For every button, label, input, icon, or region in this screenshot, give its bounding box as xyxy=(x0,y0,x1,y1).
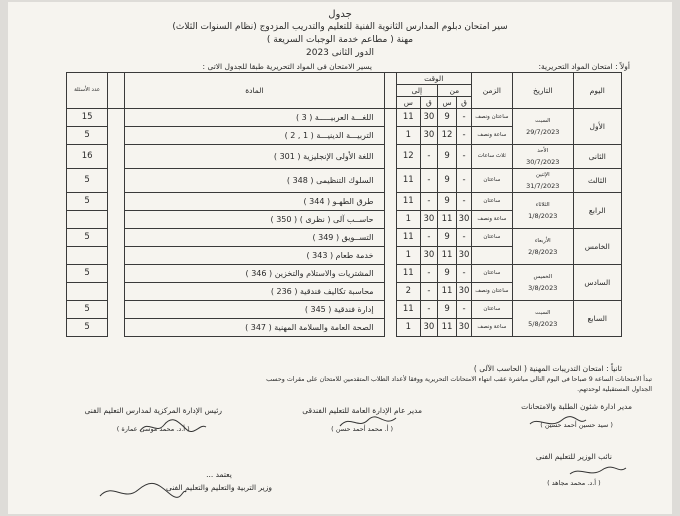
header-to-minute: ق xyxy=(420,97,437,109)
spacer-cell xyxy=(384,229,396,247)
question-count-cell xyxy=(67,211,108,229)
schedule-note: يسير الامتحان فى المواد التحريرية طبقا للجدول الاتى : xyxy=(202,62,372,71)
header-to: إلى xyxy=(396,85,437,97)
date-cell xyxy=(512,193,573,229)
subject-cell: السلوك التنظيمى ( 348 ) xyxy=(125,169,384,193)
duration-cell: ساعة ونصف xyxy=(471,319,512,337)
spacer-cell xyxy=(384,169,396,193)
spacer-cell xyxy=(108,169,125,193)
spacer-cell xyxy=(108,145,125,169)
header-from-minute: ق xyxy=(457,97,472,109)
day-cell: السادس xyxy=(573,265,621,301)
day-cell: الخامس xyxy=(573,229,621,265)
to-minute-cell: - xyxy=(420,145,437,169)
spacer-cell xyxy=(108,229,125,247)
weekday-label: الأربعاء xyxy=(534,237,551,244)
from-hour-cell: 11 xyxy=(437,319,456,337)
date-cell xyxy=(512,229,573,265)
to-minute-cell: 30 xyxy=(420,211,437,229)
spacer-cell xyxy=(108,265,125,283)
duration-cell: ساعة ونصف xyxy=(471,127,512,145)
to-hour-cell: 11 xyxy=(396,229,420,247)
signature-name: ( أ.د. محمد مجاهد ) xyxy=(547,479,601,487)
from-minute-cell: - xyxy=(457,169,472,193)
question-count-cell: 5 xyxy=(67,265,108,283)
from-minute-cell: - xyxy=(457,229,472,247)
header-students: عدد الأسئلة xyxy=(67,73,108,109)
question-count-cell xyxy=(67,247,108,265)
question-count-cell: 5 xyxy=(67,127,108,145)
date-cell xyxy=(512,109,573,145)
spacer-cell xyxy=(108,127,125,145)
from-minute-cell: - xyxy=(457,301,472,319)
spacer-cell xyxy=(108,283,125,301)
spacer-cell xyxy=(384,247,396,265)
spacer-cell xyxy=(108,193,125,211)
signature-name: ( أ.د. محمد موسى عمارة ) xyxy=(116,425,190,433)
question-count-cell: 5 xyxy=(67,229,108,247)
spacer-cell xyxy=(384,211,396,229)
from-hour-cell: 9 xyxy=(437,145,456,169)
from-hour-cell: 9 xyxy=(437,265,456,283)
weekday-label: الإثنين xyxy=(535,171,550,178)
table-row xyxy=(67,145,622,169)
from-hour-cell: 11 xyxy=(437,211,456,229)
spacer-cell xyxy=(108,211,125,229)
header-duration: الزمن xyxy=(471,73,512,109)
duration-cell: ساعتان xyxy=(471,193,512,211)
table-row xyxy=(67,193,622,211)
header-to-hour: س xyxy=(396,97,420,109)
signature-name: ( أ. محمد أحمد حسن ) xyxy=(331,425,394,433)
spacer-cell xyxy=(384,301,396,319)
to-hour-cell: 11 xyxy=(396,193,420,211)
from-minute-cell: - xyxy=(457,127,472,145)
header-line-2: سير امتحان دبلوم المدارس الثانوية الفنية للتعليم والتدريب المزدوج (نظام السنوات الثلاث) xyxy=(172,22,508,32)
from-minute-cell: 30 xyxy=(457,283,472,301)
signature-scribble xyxy=(98,480,188,504)
signature-scribble xyxy=(338,414,398,432)
document-page xyxy=(8,2,672,514)
from-hour-cell: 11 xyxy=(437,247,456,265)
signature-scribble xyxy=(528,414,588,432)
to-minute-cell: 30 xyxy=(420,127,437,145)
spacer-cell xyxy=(384,109,396,127)
to-minute-cell: - xyxy=(420,301,437,319)
weekday-label: الثلاثاء xyxy=(535,201,550,208)
subject-cell: التســويق ( 349 ) xyxy=(125,229,384,247)
header-subject: المادة xyxy=(125,73,384,109)
question-count-cell: 5 xyxy=(67,301,108,319)
duration-cell: ساعتان xyxy=(471,265,512,283)
duration-cell: ساعة ونصف xyxy=(471,211,512,229)
to-minute-cell: - xyxy=(420,169,437,193)
table-row xyxy=(67,169,622,193)
from-hour-cell: 9 xyxy=(437,169,456,193)
footer-line-2: الجداول المستقبلية لوحدتهم. xyxy=(577,386,652,393)
spacer-cell xyxy=(108,319,125,337)
date-value: 30/7/2023 xyxy=(526,157,560,166)
signature-title: رئيس الإدارة المركزية لمدارس التعليم الفنى xyxy=(84,406,222,415)
to-hour-cell: 11 xyxy=(396,301,420,319)
spacer-cell xyxy=(384,319,396,337)
spacer-cell xyxy=(108,301,125,319)
approval-label: يعتمد ... xyxy=(206,470,232,479)
date-cell xyxy=(512,169,573,193)
header-line-4: الدور الثانى 2023 xyxy=(306,48,374,58)
subject-cell: الصحة العامة والسلامة المهنية ( 347 ) xyxy=(125,319,384,337)
to-minute-cell: 30 xyxy=(420,319,437,337)
to-hour-cell: 2 xyxy=(396,283,420,301)
exam-schedule-table xyxy=(66,72,622,337)
table-row xyxy=(67,301,622,319)
spacer-cell xyxy=(384,283,396,301)
question-count-cell: 16 xyxy=(67,145,108,169)
document-header xyxy=(8,8,672,60)
spacer-cell xyxy=(108,247,125,265)
signature-title: نائب الوزير للتعليم الفنى xyxy=(535,452,612,461)
to-hour-cell: 1 xyxy=(396,127,420,145)
to-hour-cell: 11 xyxy=(396,169,420,193)
to-minute-cell: - xyxy=(420,229,437,247)
to-hour-cell: 11 xyxy=(396,265,420,283)
from-hour-cell: 9 xyxy=(437,301,456,319)
header-from: من xyxy=(437,85,471,97)
spacer-cell xyxy=(108,109,125,127)
duration-cell: ساعتان ونصف xyxy=(471,283,512,301)
to-minute-cell: - xyxy=(420,193,437,211)
to-hour-cell: 1 xyxy=(396,247,420,265)
from-minute-cell: - xyxy=(457,145,472,169)
table-row xyxy=(67,265,622,283)
date-value: 5/8/2023 xyxy=(528,319,558,328)
from-minute-cell: - xyxy=(457,265,472,283)
footer-line-1: تبدأ الامتحانات الساعة 9 صباحا فى اليوم التالى مباشرة عقب انتهاء الامتحانات التحريرية ووفقا لأعداد الطلاب المتقدمين للامتحان على مقرات وحسب xyxy=(266,376,652,383)
to-minute-cell: - xyxy=(420,283,437,301)
from-minute-cell: 30 xyxy=(457,247,472,265)
weekday-label: الأحد xyxy=(537,147,549,154)
weekday-label: السبت xyxy=(535,117,551,124)
day-cell: الرابع xyxy=(573,193,621,229)
date-value: 29/7/2023 xyxy=(526,127,560,136)
to-hour-cell: 1 xyxy=(396,319,420,337)
date-cell xyxy=(512,265,573,301)
duration-cell xyxy=(471,247,512,265)
from-hour-cell: 9 xyxy=(437,193,456,211)
date-cell xyxy=(512,145,573,169)
table-row xyxy=(67,229,622,247)
question-count-cell: 15 xyxy=(67,109,108,127)
signature-scribble xyxy=(568,464,628,480)
subject-cell: اللغة الأولى الإنجليزية ( 301 ) xyxy=(125,145,384,169)
header-line-3: مهنة ( مطاعم خدمة الوجبات السريعة ) xyxy=(266,35,414,45)
question-count-cell: 5 xyxy=(67,319,108,337)
day-cell: السابع xyxy=(573,301,621,337)
from-minute-cell: 30 xyxy=(457,211,472,229)
date-value: 1/8/2023 xyxy=(528,211,558,220)
weekday-label: الخميس xyxy=(533,273,553,280)
from-minute-cell: - xyxy=(457,109,472,127)
to-hour-cell: 12 xyxy=(396,145,420,169)
duration-cell: ثلاث ساعات xyxy=(471,145,512,169)
date-value: 2/8/2023 xyxy=(528,247,558,256)
first-note: أولاً : امتحان المواد التحريرية: xyxy=(538,62,630,71)
from-hour-cell: 12 xyxy=(437,127,456,145)
subject-cell: محاسبة تكاليف فندقية ( 236 ) xyxy=(125,283,384,301)
header-from-hour: س xyxy=(437,97,456,109)
signature-name: ( سيد حسين أحمد حسين ) xyxy=(540,421,613,429)
duration-cell: ساعتان xyxy=(471,301,512,319)
to-hour-cell: 11 xyxy=(396,109,420,127)
date-value: 31/7/2023 xyxy=(526,181,560,190)
spacer-cell xyxy=(384,127,396,145)
subject-cell: اللغـــة العربيـــــة ( 3 ) xyxy=(125,109,384,127)
subject-cell: إدارة فندقية ( 345 ) xyxy=(125,301,384,319)
to-minute-cell: 30 xyxy=(420,247,437,265)
date-value: 3/8/2023 xyxy=(528,283,558,292)
to-minute-cell: - xyxy=(420,265,437,283)
to-hour-cell: 1 xyxy=(396,211,420,229)
header-date: التاريخ xyxy=(512,73,573,109)
subject-cell: خدمة طعام ( 343 ) xyxy=(125,247,384,265)
signature-title: مدير عام الإدارة العامة للتعليم الفندقى xyxy=(302,406,422,415)
second-note: ثانياً : امتحان التدريبات المهنية ( الحاسب الآلى ) xyxy=(473,364,622,373)
question-count-cell: 5 xyxy=(67,169,108,193)
day-cell: الثالث xyxy=(573,169,621,193)
weekday-label: السبت xyxy=(535,309,551,316)
spacer-cell xyxy=(384,193,396,211)
to-minute-cell: 30 xyxy=(420,109,437,127)
subject-cell: حاســب آلى ( نظرى ) ( 350 ) xyxy=(125,211,384,229)
duration-cell: ساعتان xyxy=(471,169,512,193)
from-hour-cell: 9 xyxy=(437,109,456,127)
from-hour-cell: 9 xyxy=(437,229,456,247)
from-hour-cell: 11 xyxy=(437,283,456,301)
duration-cell: ساعتان xyxy=(471,229,512,247)
header-time: الوقت xyxy=(396,73,471,85)
subject-cell: المشتريات والاستلام والتخزين ( 346 ) xyxy=(125,265,384,283)
spacer-cell xyxy=(384,265,396,283)
from-minute-cell: 30 xyxy=(457,319,472,337)
spacer-cell xyxy=(384,145,396,169)
subject-cell: التربيـــة الدينيـــة ( 1 , 2 ) xyxy=(125,127,384,145)
minister-title: وزير التربية والتعليم والتعليم الفنى xyxy=(165,483,272,492)
header-day: اليوم xyxy=(573,73,621,109)
from-minute-cell: - xyxy=(457,193,472,211)
question-count-cell: 5 xyxy=(67,193,108,211)
subject-cell: طرق الطهـو ( 344 ) xyxy=(125,193,384,211)
header-line-1: جدول xyxy=(328,9,352,20)
date-cell xyxy=(512,301,573,337)
day-cell: الثانى xyxy=(573,145,621,169)
duration-cell: ساعتان ونصف xyxy=(471,109,512,127)
signature-scribble xyxy=(138,417,208,437)
day-cell: الأول xyxy=(573,109,621,145)
question-count-cell xyxy=(67,283,108,301)
signature-title: مدير ادارة شئون الطلبة والامتحانات xyxy=(521,402,632,411)
table-row xyxy=(67,109,622,127)
